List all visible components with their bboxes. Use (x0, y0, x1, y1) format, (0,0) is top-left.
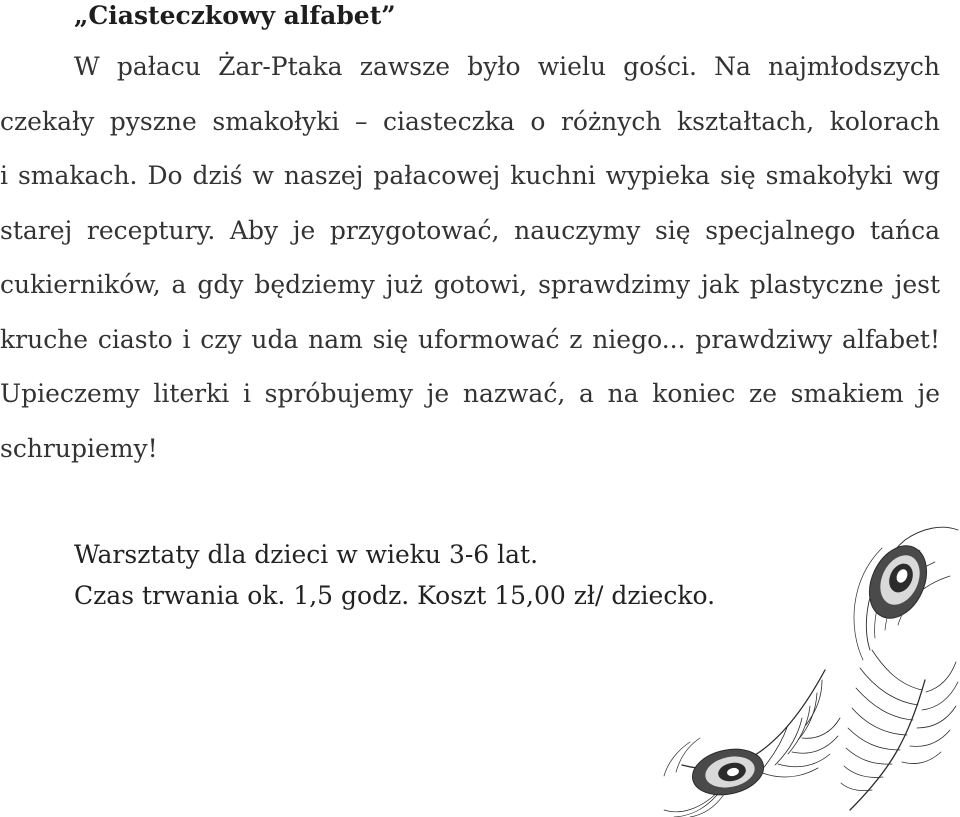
paragraph-line: kruche ciasto i czy uda nam się uformować z niego... prawdziwy alfabet! (0, 324, 940, 354)
workshop-info (74, 534, 715, 616)
paragraph-line: starej receptury. Aby je przygotować, nauczymy się specjalnego tańca (0, 215, 940, 245)
paragraph-line: i smakach. Do dziś w naszej pałacowej kuchni wypieka się smakołyki wg (0, 161, 940, 190)
paragraph-line: schrupiemy! (0, 433, 158, 463)
description-paragraph (0, 40, 940, 476)
paragraph-line: czekały pyszne smakołyki – ciasteczka o różnych kształtach, kolorach (0, 106, 940, 136)
peacock-feather-icon (660, 510, 960, 817)
document-title: „Ciasteczkowy alfabet” (74, 1, 396, 30)
paragraph-line: Upieczemy literki i spróbujemy je nazwać, a na koniec ze smakiem je (0, 379, 940, 408)
paragraph-line: W pałacu Żar-Ptaka zawsze było wielu gości. Na najmłodszych (74, 52, 940, 81)
age-info: Warsztaty dla dzieci w wieku 3-6 lat. (74, 540, 539, 569)
duration-cost-info: Czas trwania ok. 1,5 godz. Koszt 15,00 zł/ dziecko. (74, 581, 716, 610)
paragraph-line: cukierników, a gdy będziemy już gotowi, sprawdzimy jak plastyczne jest (0, 270, 940, 299)
